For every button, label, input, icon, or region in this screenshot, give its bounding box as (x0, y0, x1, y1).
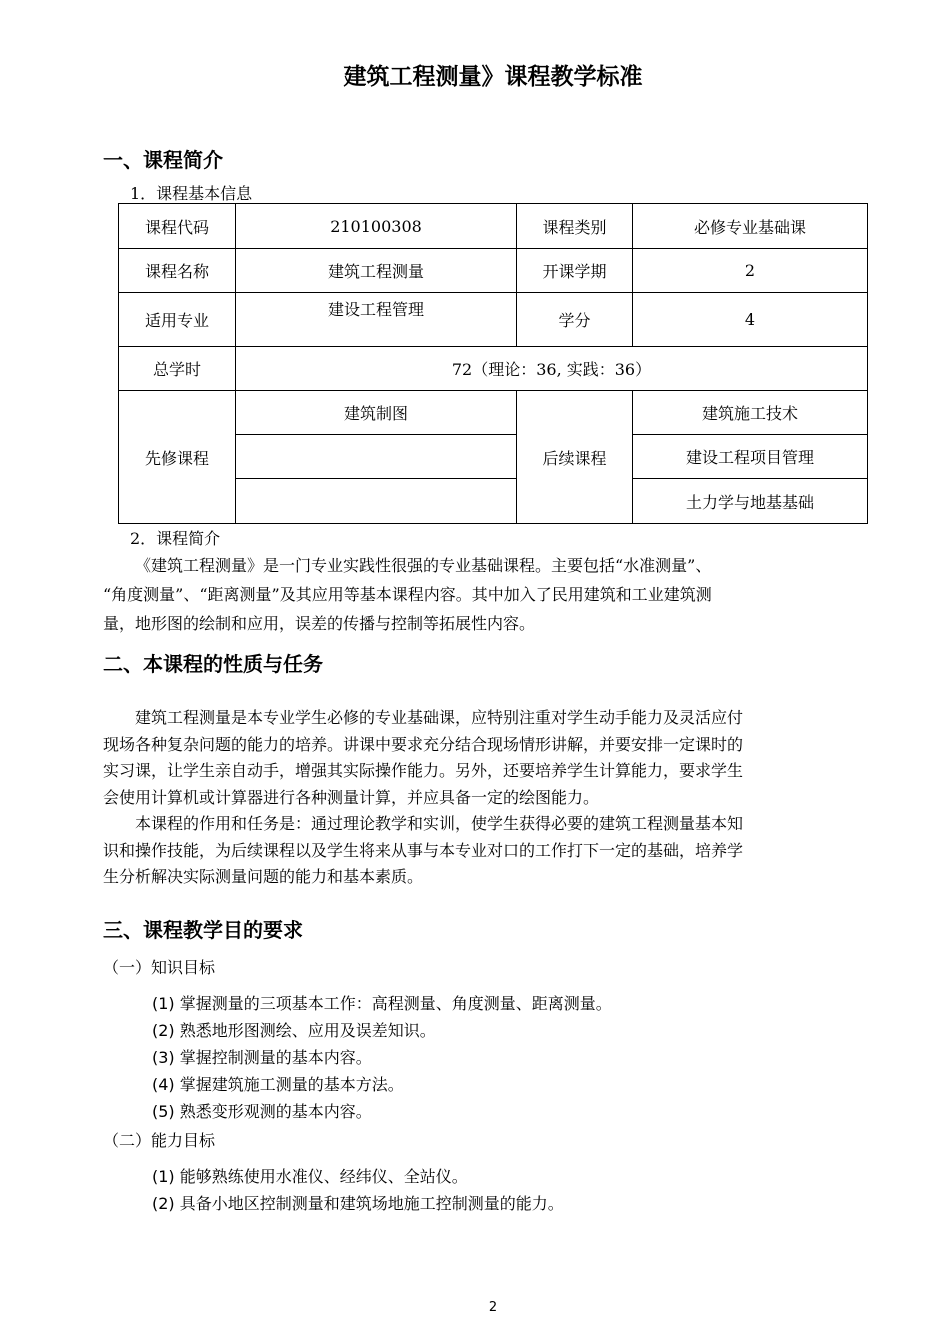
paragraph-line: 建筑工程测量是本专业学生必修的专业基础课，应特别注重对学生动手能力及灵活应付 (135, 708, 744, 727)
label-prerequisite: 先修课程 (119, 391, 236, 524)
value-course-category: 必修专业基础课 (633, 204, 868, 249)
list-item: (3) 掌握控制测量的基本内容。 (152, 1048, 372, 1067)
paragraph-line: 实习课，让学生亲自动手，增强其实际操作能力。另外，还要培养学生计算能力，要求学生 (103, 761, 744, 780)
value-total-hours: 72（理论：36, 实践：36） (236, 347, 868, 391)
followup-item: 建筑施工技术 (633, 391, 868, 435)
value-course-name: 建筑工程测量 (236, 249, 517, 293)
table-row (119, 293, 868, 347)
subheading-course-intro: 2．课程简介 (130, 529, 221, 548)
paragraph-line: 本课程的作用和任务是：通过理论教学和实训，使学生获得必要的建筑工程测量基本知 (135, 814, 744, 833)
followup-item: 建设工程项目管理 (633, 435, 868, 479)
value-major: 建设工程管理 (236, 293, 517, 347)
label-course-code: 课程代码 (119, 204, 236, 249)
nature-paragraph (103, 705, 743, 811)
paragraph-line: 生分析解决实际测量问题的能力和基本素质。 (103, 867, 424, 886)
list-item: (2) 熟悉地形图测绘、应用及误差知识。 (152, 1021, 436, 1040)
list-item: (5) 熟悉变形观测的基本内容。 (152, 1102, 372, 1121)
section-heading-objectives: 三、课程教学目的要求 (103, 918, 303, 942)
subheading-knowledge-goals: （一）知识目标 (103, 958, 216, 977)
label-followup: 后续课程 (517, 391, 633, 524)
list-item: (4) 掌握建筑施工测量的基本方法。 (152, 1075, 404, 1094)
label-credit: 学分 (517, 293, 633, 347)
paragraph-line: 识和操作技能，为后续课程以及学生将来从事与本专业对口的工作打下一定的基础，培养学 (103, 840, 744, 860)
list-item: (2) 具备小地区控制测量和建筑场地施工控制测量的能力。 (152, 1194, 564, 1213)
course-info-table (118, 203, 868, 524)
prerequisite-item: 建筑制图 (236, 391, 517, 435)
label-semester: 开课学期 (517, 249, 633, 293)
section-heading-nature-tasks: 二、本课程的性质与任务 (103, 652, 323, 676)
page-number: 2 (488, 1300, 498, 1315)
value-credit: 4 (633, 293, 868, 347)
table-row (119, 347, 868, 391)
label-major: 适用专业 (119, 293, 236, 347)
table-row (119, 249, 868, 293)
paragraph-line: 量，地形图的绘制和应用，误差的传播与控制等拓展性内容。 (103, 614, 536, 633)
table-row (119, 391, 868, 435)
paragraph-line: “角度测量”、“距离测量”及其应用等基本课程内容。其中加入了民用建筑和工业建筑测 (103, 585, 712, 604)
paragraph-line: 现场各种复杂问题的能力的培养。讲课中要求充分结合现场情形讲解，并要安排一定课时的 (103, 734, 744, 754)
value-semester: 2 (633, 249, 868, 293)
value-course-code: 210100308 (236, 204, 517, 249)
section-heading-intro: 一、课程简介 (103, 148, 223, 172)
list-item: (1) 能够熟练使用水准仪、经纬仪、全站仪。 (152, 1167, 468, 1186)
followup-item: 土力学与地基基础 (633, 479, 868, 524)
paragraph-line: 会使用计算机或计算器进行各种测量计算，并应具备一定的绘图能力。 (103, 787, 600, 807)
list-item: (1) 掌握测量的三项基本工作：高程测量、角度测量、距离测量。 (152, 994, 612, 1013)
label-course-category: 课程类别 (517, 204, 633, 249)
subheading-basic-info: 1．课程基本信息 (130, 184, 253, 203)
paragraph-line: 《建筑工程测量》是一门专业实践性很强的专业基础课程。主要包括“水准测量”、 (135, 556, 712, 575)
prerequisite-item (236, 435, 517, 479)
course-intro-paragraph (103, 551, 712, 638)
label-total-hours: 总学时 (119, 347, 236, 391)
document-title: 建筑工程测量》课程教学标准 (343, 64, 643, 90)
prerequisite-item (236, 479, 517, 524)
table-row (119, 204, 868, 249)
label-course-name: 课程名称 (119, 249, 236, 293)
subheading-ability-goals: （二）能力目标 (103, 1131, 216, 1150)
tasks-paragraph (103, 811, 743, 891)
